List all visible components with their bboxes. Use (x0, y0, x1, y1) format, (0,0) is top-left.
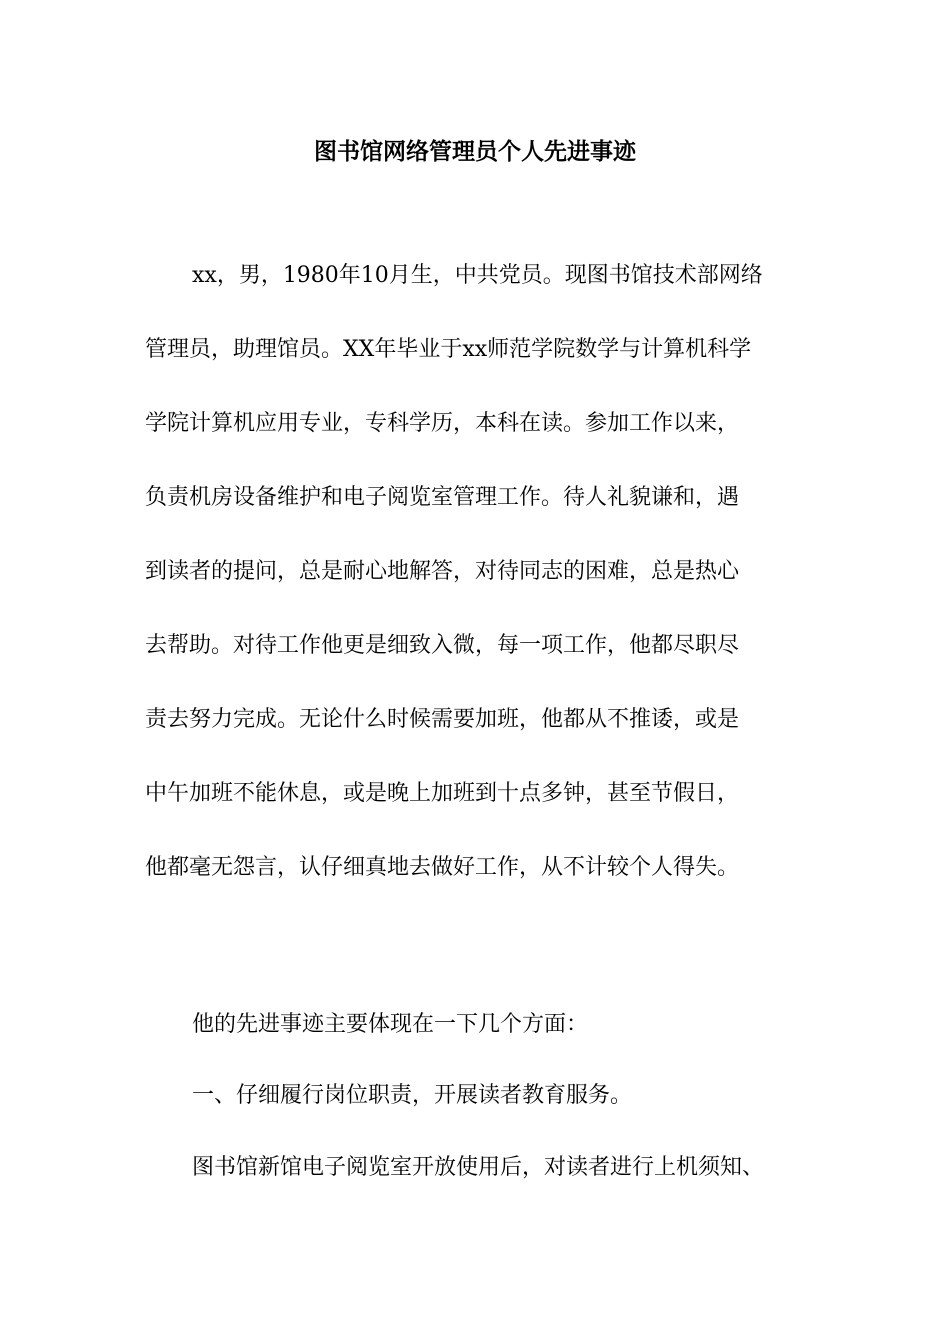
paragraph-line: xx，男，1980年10月生，中共党员。现图书馆技术部网络 (192, 263, 763, 288)
section-heading: 一、仔细履行岗位职责，开展读者教育服务。 (192, 1083, 633, 1108)
paragraph-line: 他都毫无怨言，认仔细真地去做好工作，从不计较个人得失。 (145, 855, 740, 880)
paragraph-line: 管理员，助理馆员。XX年毕业于xx师范学院数学与计算机科学 (145, 337, 752, 362)
paragraph-line: 中午加班不能休息，或是晚上加班到十点多钟，甚至节假日， (145, 781, 740, 806)
paragraph-line: 责去努力完成。无论什么时候需要加班，他都从不推诿，或是 (145, 707, 740, 732)
paragraph-line: 到读者的提问，总是耐心地解答，对待同志的困难，总是热心 (145, 559, 740, 584)
paragraph-line: 学院计算机应用专业，专科学历，本科在读。参加工作以来， (145, 411, 740, 436)
paragraph-line: 去帮助。对待工作他更是细致入微，每一项工作，他都尽职尽 (145, 633, 740, 658)
paragraph-line: 他的先进事迹主要体现在一下几个方面： (192, 1012, 589, 1037)
paragraph-line: 图书馆新馆电子阅览室开放使用后，对读者进行上机须知、 (192, 1155, 765, 1180)
paragraph-line: 负责机房设备维护和电子阅览室管理工作。待人礼貌谦和，遇 (145, 485, 740, 510)
document-title: 图书馆网络管理员个人先进事迹 (314, 138, 636, 165)
